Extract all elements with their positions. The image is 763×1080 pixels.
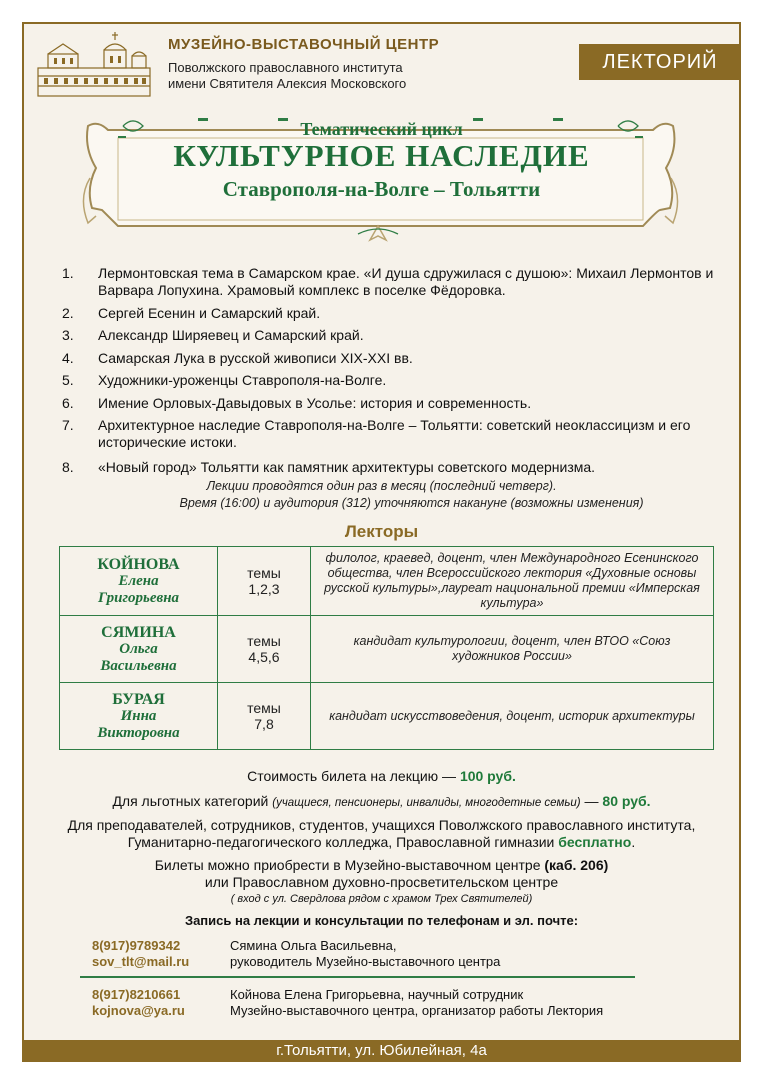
topic-text: Самарская Лука в русской живописи XIX-XXI вв. — [98, 349, 413, 366]
discount-text: Для льготных категорий — [112, 793, 273, 809]
lecturers-heading: Лекторы — [344, 522, 419, 541]
topic-text: «Новый город» Тольятти как памятник архитектуры советского модернизма. — [98, 459, 596, 475]
lecturer-themes — [218, 616, 311, 683]
lecturer-firstname: Елена — [118, 572, 159, 589]
topic-text: Архитектурное наследие Ставрополя-на-Волге – Тольятти: советский неоклассицизм и его исторические истоки. — [98, 417, 691, 450]
themes-label: темы — [247, 565, 281, 581]
themes-label: темы — [247, 700, 281, 716]
topic-text: Сергей Есенин и Самарский край. — [98, 304, 321, 321]
lecturer-lastname: БУРАЯ — [112, 690, 165, 708]
buy-line-2: или Православном духовно-просветительском центре — [204, 874, 559, 890]
topics-list — [58, 265, 718, 482]
themes-numbers: 4,5,6 — [248, 649, 280, 665]
list-item — [58, 417, 718, 451]
time-note: Время (16:00) и аудитория (312) уточняются накануне (возможны изменения) — [179, 496, 644, 510]
themes-numbers: 7,8 — [254, 716, 274, 732]
contact-person: Койнова Елена Григорьевна, научный сотрудник — [230, 987, 524, 1002]
free-text: Для преподавателей, сотрудников, студентов, учащихся Поволжского православного института, Гуманитарно-педагогического колледжа, Православной гимназии — [67, 817, 696, 850]
buy-note: ( вход с ул. Свердлова рядом с храмом Трех Святителей) — [230, 893, 533, 905]
discount-note: (учащиеся, пенсионеры, инвалиды, многодетные семьи) — [272, 797, 581, 809]
ticket-text: Стоимость билета на лекцию — — [247, 768, 460, 784]
ticket-price: 100 руб. — [459, 768, 516, 784]
cycle-label: Тематический цикл — [300, 119, 463, 139]
topic-number: 5. — [62, 372, 74, 388]
org-name: МУЗЕЙНО-ВЫСТАВОЧНЫЙ ЦЕНТР — [168, 36, 440, 53]
topic-text: Лермонтовская тема в Самарском крае. «И душа сдружилася с душою»: Михаил Лермонтов и Варвара Лопухина. Храмовый комплекс в поселке Фёдоровка. — [98, 265, 714, 298]
contact-2-name — [230, 987, 603, 1019]
topic-number: 1. — [62, 265, 74, 281]
divider — [80, 976, 635, 978]
lecturer-name — [60, 683, 218, 750]
ticket-price-line — [0, 768, 763, 784]
free-end: . — [631, 834, 636, 850]
list-item — [58, 305, 718, 322]
email-link[interactable]: sov_tlt@mail.ru — [92, 954, 190, 969]
lecturer-desc: кандидат культурологии, доцент, член ВТОО «Союз художников России» — [311, 616, 714, 683]
topic-number: 8. — [62, 459, 74, 475]
free-word: бесплатно — [558, 834, 632, 850]
list-item — [58, 327, 718, 344]
building-logo-icon — [34, 30, 154, 100]
lecturer-themes — [218, 547, 311, 616]
topic-text: Имение Орловых-Давыдовых в Усолье: история и современность. — [98, 394, 532, 411]
contact-role: Музейно-выставочного центра, организатор работы Лектория — [230, 1003, 604, 1018]
contact-1 — [92, 938, 189, 970]
lecturer-lastname: СЯМИНА — [101, 623, 176, 641]
lecturer-name — [60, 547, 218, 616]
buy-line — [0, 857, 763, 874]
footer-address: г.Тольятти, ул. Юбилейная, 4а — [22, 1040, 741, 1062]
lecturer-patronymic: Викторовна — [97, 724, 180, 741]
schedule-note: Лекции проводятся один раз в месяц (последний четверг). — [206, 479, 557, 493]
lecturer-firstname: Ольга — [119, 640, 158, 657]
lecturer-patronymic: Григорьевна — [97, 589, 180, 606]
topic-text: Художники-уроженцы Ставрополя-на-Волге. — [98, 372, 387, 388]
contact-role: руководитель Музейно-выставочного центра — [230, 954, 501, 969]
main-title: КУЛЬТУРНОЕ НАСЛЕДИЕ — [173, 138, 590, 173]
org-subtitle: Поволжского православного института имени Святителя Алексия Московского — [168, 60, 407, 91]
table-row — [60, 616, 714, 683]
topic-number: 4. — [62, 349, 74, 366]
topic-text: Александр Ширяевец и Самарский край. — [98, 327, 364, 343]
topic-number: 3. — [62, 327, 74, 343]
buy-text: Билеты можно приобрести в Музейно-выставочном центре — [154, 857, 545, 873]
phone-link[interactable]: 8(917)9789342 — [92, 938, 181, 953]
table-row — [60, 547, 714, 616]
topic-number: 7. — [62, 417, 74, 433]
list-item — [58, 459, 718, 476]
main-subtitle: Ставрополя-на-Волге – Тольятти — [222, 177, 541, 201]
lecturers-table — [59, 546, 714, 750]
contact-2 — [92, 987, 185, 1019]
registration-heading: Запись на лекции и консультации по телефонам и эл. почте: — [184, 913, 579, 928]
contact-1-name — [230, 938, 500, 970]
lectorium-badge: ЛЕКТОРИЙ — [579, 44, 741, 80]
discount-line — [0, 793, 763, 809]
email-link[interactable]: kojnova@ya.ru — [92, 1003, 185, 1018]
contact-person: Сямина Ольга Васильевна, — [230, 938, 397, 953]
topic-number: 2. — [62, 304, 74, 321]
free-line — [60, 817, 703, 851]
lecturer-desc: филолог, краевед, доцент, член Международного Есенинского общества, член Всероссийского лектория «Духовные основы русской культуры»,лауреат национальной премии «Имперская культура» — [311, 547, 714, 616]
discount-dash: — — [580, 793, 603, 809]
lecturer-patronymic: Васильевна — [100, 657, 177, 674]
lecturer-name — [60, 616, 218, 683]
lecturer-lastname: КОЙНОВА — [97, 555, 180, 573]
lecturer-firstname: Инна — [120, 707, 157, 724]
lecturer-desc: кандидат искусствоведения, доцент, историк архитектуры — [311, 683, 714, 750]
list-item — [58, 350, 718, 367]
list-item — [58, 395, 718, 412]
list-item — [58, 372, 718, 389]
table-row — [60, 683, 714, 750]
list-item — [58, 265, 718, 299]
discount-price: 80 руб. — [602, 793, 651, 809]
phone-link[interactable]: 8(917)8210661 — [92, 987, 181, 1002]
themes-numbers: 1,2,3 — [248, 581, 280, 597]
topic-number: 6. — [62, 394, 74, 411]
buy-room: (каб. 206) — [544, 857, 609, 873]
themes-label: темы — [247, 633, 281, 649]
lecturer-themes — [218, 683, 311, 750]
